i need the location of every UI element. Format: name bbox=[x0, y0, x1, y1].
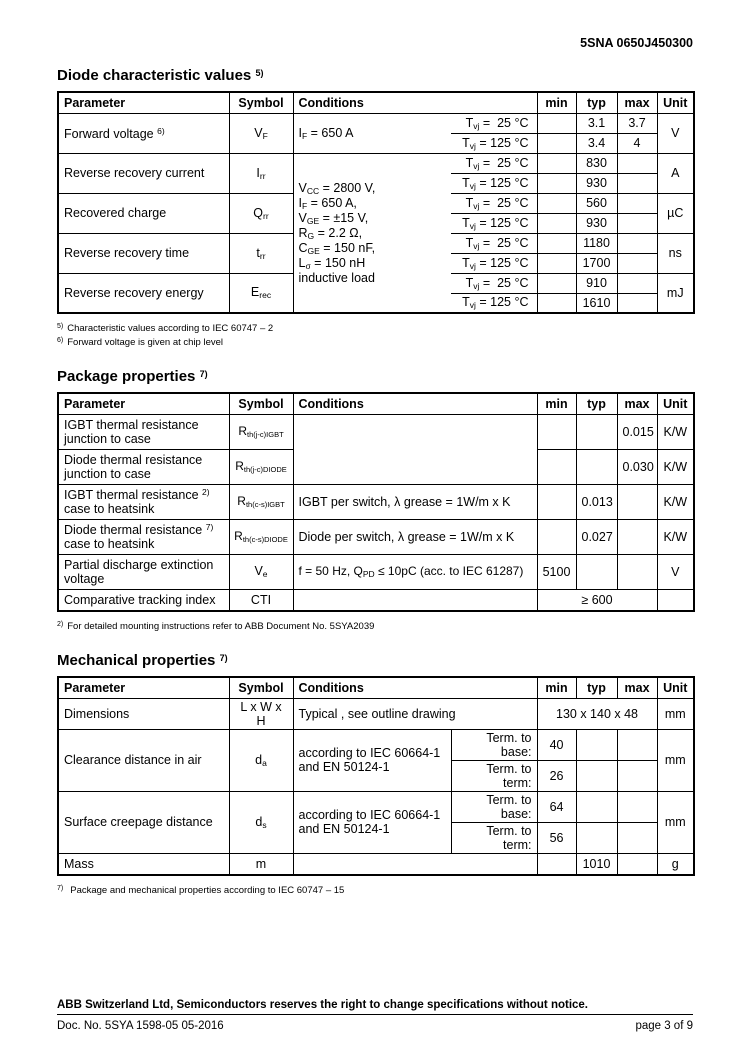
conditions-cell: $I_F = 650$ A bbox=[293, 113, 451, 153]
table-row bbox=[58, 589, 694, 611]
term-label-cell: Term. to term: bbox=[451, 822, 537, 853]
tvj-cell: $T_{vj} = 25$ °C bbox=[451, 233, 537, 253]
min-cell bbox=[537, 484, 576, 519]
col-typ: typ bbox=[576, 677, 617, 698]
footer-notice: ABB Switzerland Ltd, Semiconductors reserves the right to change specifications without notice. bbox=[57, 999, 693, 1015]
typ-cell: 0.013 bbox=[576, 484, 617, 519]
dimensions-value-cell: 130 x 140 x 48 bbox=[537, 698, 657, 729]
col-conditions: Conditions bbox=[293, 92, 537, 113]
table-row bbox=[58, 519, 694, 554]
max-cell bbox=[617, 554, 657, 589]
param-cell: Diode thermal resistance junction to case bbox=[58, 449, 229, 484]
max-cell bbox=[617, 853, 657, 875]
min-cell: 26 bbox=[537, 760, 576, 791]
table-row bbox=[58, 791, 694, 822]
unit-cell: mm bbox=[657, 729, 694, 791]
typ-cell: 3.1 bbox=[576, 113, 617, 133]
tvj-cell: $T_{vj} = 125$ °C bbox=[451, 133, 537, 153]
unit-cell: A bbox=[657, 153, 694, 193]
mechanical-footnotes bbox=[57, 883, 693, 897]
max-cell bbox=[617, 193, 657, 213]
section-title-mechanical bbox=[57, 652, 693, 669]
conditions-cell: according to IEC 60664-1 and EN 50124-1 bbox=[293, 791, 451, 853]
symbol-cell: $R_{th(c-s)DIODE}$ bbox=[229, 519, 293, 554]
max-cell: 3.7 bbox=[617, 113, 657, 133]
param-cell: Recovered charge bbox=[58, 193, 229, 233]
param-cell: Diode thermal resistance $^{7)}$ case to heatsink bbox=[58, 519, 229, 554]
unit-cell: V bbox=[657, 554, 694, 589]
param-cell: Clearance distance in air bbox=[58, 729, 229, 791]
conditions-cell bbox=[293, 414, 537, 484]
diode-footnotes bbox=[57, 321, 693, 349]
unit-cell: K/W bbox=[657, 449, 694, 484]
symbol-cell: $V_e$ bbox=[229, 554, 293, 589]
min-cell bbox=[537, 233, 576, 253]
unit-cell: mJ bbox=[657, 273, 694, 313]
section-title-diode-text: Diode characteristic values bbox=[57, 67, 252, 84]
footnote-marker: 6) bbox=[57, 337, 64, 344]
typ-cell: 1180 bbox=[576, 233, 617, 253]
typ-cell: 910 bbox=[576, 273, 617, 293]
min-cell: 56 bbox=[537, 822, 576, 853]
conditions-cell: IGBT per switch, λ grease = 1W/m x K bbox=[293, 484, 537, 519]
max-cell bbox=[617, 173, 657, 193]
unit-cell: mm bbox=[657, 698, 694, 729]
min-cell: 64 bbox=[537, 791, 576, 822]
col-max: max bbox=[617, 677, 657, 698]
typ-cell: 1010 bbox=[576, 853, 617, 875]
typ-cell: 930 bbox=[576, 173, 617, 193]
param-cell: Reverse recovery current bbox=[58, 153, 229, 193]
col-conditions: Conditions bbox=[293, 393, 537, 414]
max-cell bbox=[617, 484, 657, 519]
mechanical-properties-table bbox=[57, 676, 695, 876]
col-conditions: Conditions bbox=[293, 677, 537, 698]
tvj-cell: $T_{vj} = 25$ °C bbox=[451, 113, 537, 133]
package-properties-table bbox=[57, 392, 695, 612]
col-min: min bbox=[537, 393, 576, 414]
symbol-cell: $R_{th(j-c)DIODE}$ bbox=[229, 449, 293, 484]
unit-cell: ns bbox=[657, 233, 694, 273]
typ-cell: 3.4 bbox=[576, 133, 617, 153]
tvj-cell: $T_{vj} = 25$ °C bbox=[451, 153, 537, 173]
conditions-cell bbox=[293, 853, 537, 875]
max-cell bbox=[617, 729, 657, 760]
param-cell: IGBT thermal resistance $^{2)}$ case to heatsink bbox=[58, 484, 229, 519]
min-cell bbox=[537, 273, 576, 293]
diode-characteristics-table bbox=[57, 91, 695, 314]
table-row bbox=[58, 698, 694, 729]
max-cell: 0.030 bbox=[617, 449, 657, 484]
symbol-cell: L x W x H bbox=[229, 698, 293, 729]
symbol-cell: $Q_{rr}$ bbox=[229, 193, 293, 233]
min-cell bbox=[537, 519, 576, 554]
min-cell bbox=[537, 213, 576, 233]
table-row bbox=[58, 414, 694, 449]
footnote-text: Package and mechanical properties according to IEC 60747 – 15 bbox=[70, 885, 345, 896]
min-cell bbox=[537, 193, 576, 213]
footnote-text: Characteristic values according to IEC 60747 – 2 bbox=[67, 323, 274, 334]
col-parameter: Parameter bbox=[58, 92, 229, 113]
typ-cell bbox=[576, 822, 617, 853]
table-row bbox=[58, 484, 694, 519]
shared-conditions-cell: $V_{CC} = 2800$ V, $I_F = 650$ A, $V_{GE} = \pm 15$ V, $R_G = 2.2$ Ω, $C_{GE} = 150$ nF, $L_\sigma = 150$ nH inductive load bbox=[293, 153, 451, 313]
typ-cell: 560 bbox=[576, 193, 617, 213]
unit-cell: K/W bbox=[657, 414, 694, 449]
min-cell bbox=[537, 853, 576, 875]
typ-cell bbox=[576, 449, 617, 484]
max-cell bbox=[617, 153, 657, 173]
min-cell bbox=[537, 449, 576, 484]
max-cell: 0.015 bbox=[617, 414, 657, 449]
param-cell: Mass bbox=[58, 853, 229, 875]
param-cell: IGBT thermal resistance junction to case bbox=[58, 414, 229, 449]
symbol-cell: $d_a$ bbox=[229, 729, 293, 791]
table-row bbox=[58, 554, 694, 589]
col-max: max bbox=[617, 92, 657, 113]
param-cell: Dimensions bbox=[58, 698, 229, 729]
symbol-cell: $t_{rr}$ bbox=[229, 233, 293, 273]
tvj-cell: $T_{vj} = 125$ °C bbox=[451, 213, 537, 233]
col-symbol: Symbol bbox=[229, 677, 293, 698]
symbol-cell: $V_F$ bbox=[229, 113, 293, 153]
section-title-mechanical-text: Mechanical properties bbox=[57, 652, 216, 669]
tvj-cell: $T_{vj} = 125$ °C bbox=[451, 293, 537, 313]
section-title-package-note: 7) bbox=[199, 369, 208, 379]
max-cell bbox=[617, 273, 657, 293]
col-symbol: Symbol bbox=[229, 92, 293, 113]
col-unit: Unit bbox=[657, 92, 694, 113]
section-title-diode bbox=[57, 67, 693, 84]
param-cell: Reverse recovery energy bbox=[58, 273, 229, 313]
col-symbol: Symbol bbox=[229, 393, 293, 414]
section-title-mechanical-note: 7) bbox=[219, 653, 228, 663]
tvj-cell: $T_{vj} = 125$ °C bbox=[451, 253, 537, 273]
footnote-marker: 7) bbox=[57, 885, 64, 892]
table-header-row bbox=[58, 677, 694, 698]
param-cell: Partial discharge extinction voltage bbox=[58, 554, 229, 589]
max-cell bbox=[617, 760, 657, 791]
min-cell bbox=[537, 173, 576, 193]
conditions-cell bbox=[293, 589, 537, 611]
col-min: min bbox=[537, 677, 576, 698]
tvj-cell: $T_{vj} = 125$ °C bbox=[451, 173, 537, 193]
min-cell bbox=[537, 113, 576, 133]
col-parameter: Parameter bbox=[58, 393, 229, 414]
unit-cell: µC bbox=[657, 193, 694, 233]
page-content bbox=[57, 0, 693, 897]
table-row bbox=[58, 729, 694, 760]
footer-doc-number: Doc. No. 5SYA 1598-05 05-2016 bbox=[57, 1020, 224, 1032]
footnote-marker: 2) bbox=[57, 621, 64, 628]
typ-cell bbox=[576, 729, 617, 760]
param-cell: Reverse recovery time bbox=[58, 233, 229, 273]
table-row bbox=[58, 853, 694, 875]
symbol-cell: $I_{rr}$ bbox=[229, 153, 293, 193]
max-cell bbox=[617, 293, 657, 313]
min-cell bbox=[537, 293, 576, 313]
param-cell: Surface creepage distance bbox=[58, 791, 229, 853]
footnote-text: For detailed mounting instructions refer to ABB Document No. 5SYA2039 bbox=[67, 621, 375, 632]
typ-cell: 830 bbox=[576, 153, 617, 173]
footnote bbox=[57, 883, 693, 897]
conditions-cell: according to IEC 60664-1 and EN 50124-1 bbox=[293, 729, 451, 791]
typ-cell: 1610 bbox=[576, 293, 617, 313]
package-footnotes bbox=[57, 619, 693, 633]
min-cell bbox=[537, 133, 576, 153]
footnote bbox=[57, 321, 693, 335]
tvj-cell: $T_{vj} = 25$ °C bbox=[451, 193, 537, 213]
col-parameter: Parameter bbox=[58, 677, 229, 698]
footer-page-number: page 3 of 9 bbox=[635, 1020, 693, 1032]
col-unit: Unit bbox=[657, 393, 694, 414]
term-label-cell: Term. to base: bbox=[451, 791, 537, 822]
min-cell bbox=[537, 253, 576, 273]
unit-cell: g bbox=[657, 853, 694, 875]
symbol-cell: $R_{th(j-c)IGBT}$ bbox=[229, 414, 293, 449]
footnote-text: Forward voltage is given at chip level bbox=[67, 337, 224, 348]
conditions-cell: Typical , see outline drawing bbox=[293, 698, 537, 729]
footnote-marker: 5) bbox=[57, 323, 64, 330]
col-typ: typ bbox=[576, 92, 617, 113]
typ-cell bbox=[576, 414, 617, 449]
symbol-cell: $d_s$ bbox=[229, 791, 293, 853]
tvj-cell: $T_{vj} = 25$ °C bbox=[451, 273, 537, 293]
typ-cell: 1700 bbox=[576, 253, 617, 273]
min-cell bbox=[537, 153, 576, 173]
symbol-cell: $R_{th(c-s)IGBT}$ bbox=[229, 484, 293, 519]
max-cell: 4 bbox=[617, 133, 657, 153]
max-cell bbox=[617, 233, 657, 253]
max-cell bbox=[617, 519, 657, 554]
conditions-cell: Diode per switch, λ grease = 1W/m x K bbox=[293, 519, 537, 554]
unit-cell: K/W bbox=[657, 519, 694, 554]
col-max: max bbox=[617, 393, 657, 414]
typ-cell: 930 bbox=[576, 213, 617, 233]
max-cell bbox=[617, 822, 657, 853]
typ-cell bbox=[576, 791, 617, 822]
section-title-package-text: Package properties bbox=[57, 368, 196, 385]
typ-cell bbox=[576, 760, 617, 791]
term-label-cell: Term. to term: bbox=[451, 760, 537, 791]
param-cell: Comparative tracking index bbox=[58, 589, 229, 611]
col-unit: Unit bbox=[657, 677, 694, 698]
min-cell: 5100 bbox=[537, 554, 576, 589]
typ-cell: 0.027 bbox=[576, 519, 617, 554]
range-cell: ≥ 600 bbox=[537, 589, 657, 611]
table-header-row bbox=[58, 92, 694, 113]
footnote bbox=[57, 619, 693, 633]
unit-cell: K/W bbox=[657, 484, 694, 519]
footnote bbox=[57, 335, 693, 349]
min-cell bbox=[537, 414, 576, 449]
unit-cell: V bbox=[657, 113, 694, 153]
col-min: min bbox=[537, 92, 576, 113]
unit-cell bbox=[657, 589, 694, 611]
max-cell bbox=[617, 253, 657, 273]
max-cell bbox=[617, 791, 657, 822]
section-title-diode-note: 5) bbox=[255, 68, 264, 78]
max-cell bbox=[617, 213, 657, 233]
min-cell: 40 bbox=[537, 729, 576, 760]
term-label-cell: Term. to base: bbox=[451, 729, 537, 760]
table-header-row bbox=[58, 393, 694, 414]
col-typ: typ bbox=[576, 393, 617, 414]
table-row bbox=[58, 113, 694, 133]
doc-number: 5SNA 0650J450300 bbox=[580, 36, 693, 50]
typ-cell bbox=[576, 554, 617, 589]
symbol-cell: m bbox=[229, 853, 293, 875]
symbol-cell: $E_{rec}$ bbox=[229, 273, 293, 313]
symbol-cell: CTI bbox=[229, 589, 293, 611]
page-footer bbox=[57, 999, 693, 1032]
section-title-package bbox=[57, 368, 693, 385]
table-row bbox=[58, 153, 694, 173]
conditions-cell: f = 50 Hz, $Q_{PD} \le 10pC$ (acc. to IEC 61287) bbox=[293, 554, 537, 589]
unit-cell: mm bbox=[657, 791, 694, 853]
param-cell: Forward voltage $^{6)}$ bbox=[58, 113, 229, 153]
